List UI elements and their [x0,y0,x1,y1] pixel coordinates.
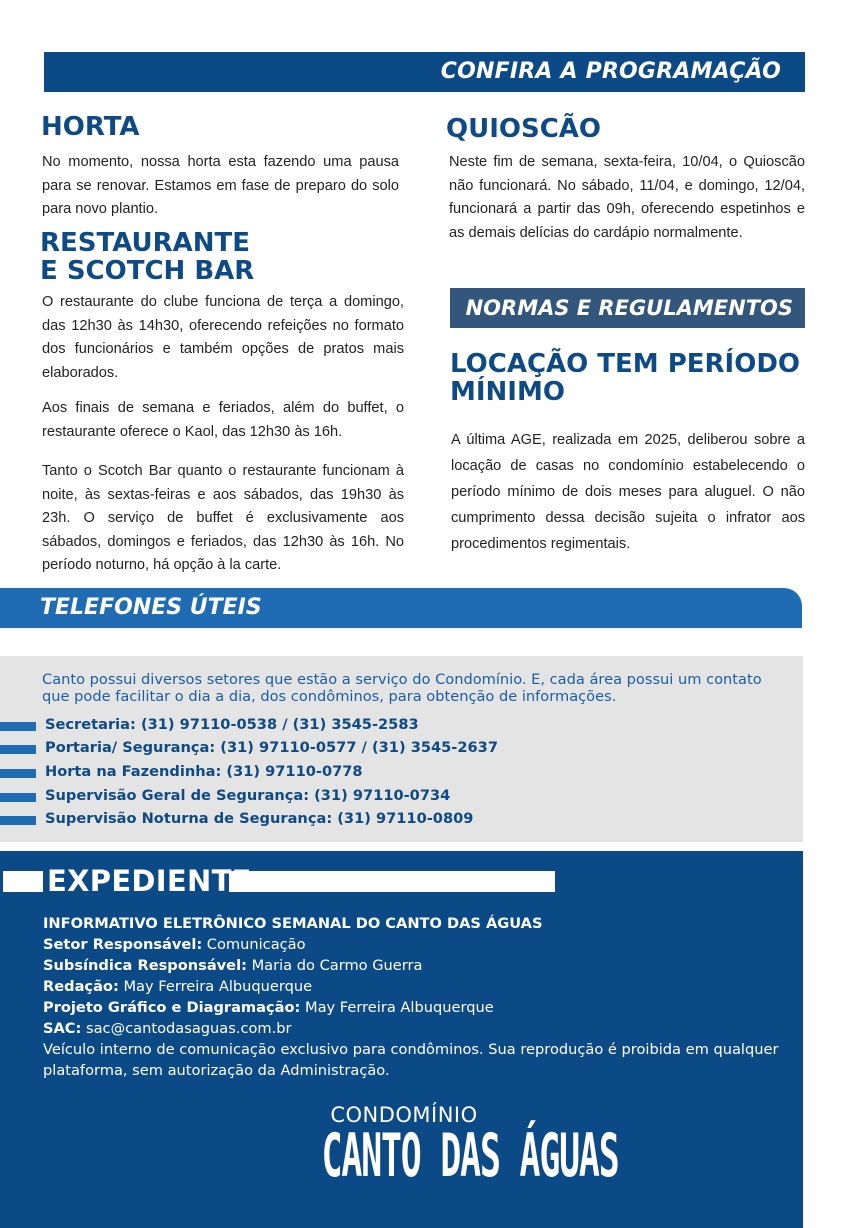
expediente-sac: SAC: sac@cantodasaguas.com.br [43,1020,292,1037]
telefones-banner-title: TELEFONES ÚTEIS [40,595,262,620]
expediente-title: EXPEDIENTE [47,864,252,898]
horta-text: No momento, nossa horta esta fazendo uma pausa para se renovar. Estamos em fase de preparo do solo para novo plantio. [42,154,399,217]
phone-item-secretaria [0,716,803,736]
restaurante-title-line1: RESTAURANTE [40,228,251,258]
expediente-bar-right [229,871,555,892]
phone-item-horta [0,763,803,783]
restaurante-title-line2: E SCOTCH BAR [40,256,255,286]
phone-bullet [0,793,36,802]
horta-title: HORTA [41,112,140,142]
phone-text: Secretaria: (31) 97110-0538 / (31) 3545-2583 [45,716,419,733]
phone-text: Horta na Fazendinha: (31) 97110-0778 [45,763,363,780]
logo-canto-das-aguas: CANTO DAS ÁGUAS [321,1121,619,1191]
expediente-bar-left [3,871,43,892]
restaurante-text-1: O restaurante do clube funciona de terça a domingo, das 12h30 às 14h30, oferecendo refeições no formato dos funcionários e também opções de pratos mais elaborados. [42,294,404,381]
phone-text: Portaria/ Segurança: (31) 97110-0577 / (31) 3545-2637 [45,739,498,756]
locacao-title-line1: LOCAÇÃO TEM PERÍODO [450,349,801,379]
expediente-redacao: Redação: May Ferreira Albuquerque [43,978,313,995]
programacao-banner-title: CONFIRA A PROGRAMAÇÃO [440,59,781,84]
phone-text: Supervisão Geral de Segurança: (31) 97110-0734 [45,787,451,804]
phone-item-supervisao-noturna [0,810,803,830]
restaurante-text-2: Aos finais de semana e feriados, além do buffet, o restaurante oferece o Kaol, das 12h30 às 16h. [42,400,404,440]
telefones-intro: Canto possui diversos setores que estão a serviço do Condomínio. E, cada área possui um contato que pode facilitar o dia a dia, dos condôminos, para obtenção de informações. [42,671,762,705]
expediente-projeto: Projeto Gráfico e Diagramação: May Ferreira Albuquerque [43,999,494,1016]
expediente-setor: Setor Responsável: Comunicação [43,936,306,953]
sac-email: sac@cantodasaguas.com.br [86,1020,292,1037]
phone-text: Supervisão Noturna de Segurança: (31) 97110-0809 [45,810,474,827]
normas-banner-title: NORMAS E REGULAMENTOS [465,296,793,320]
restaurante-text-3: Tanto o Scotch Bar quanto o restaurante funcionam à noite, às sextas-feiras e aos sábados, das 19h30 às 23h. O serviço de buffet é exclusivamente aos sábados, domingos e feriados, das 12h30 às 16h. No período noturno, há opção à la carte. [42,463,404,573]
restaurante-title [40,229,254,285]
normas-banner [450,288,805,328]
expediente-note: Veículo interno de comunicação exclusivo para condôminos. Sua reprodução é proibida em qualquer plataforma, sem autorização da Administração. [43,1041,779,1079]
phone-item-supervisao-geral [0,787,803,807]
programacao-banner [44,52,805,92]
locacao-text: A última AGE, realizada em 2025, deliberou sobre a locação de casas no condomínio estabelecendo o período mínimo de dois meses para aluguel. O não cumprimento dessa decisão sujeita o infrator aos procedimentos regimentais. [451,432,805,552]
phone-item-portaria [0,739,803,759]
phone-bullet [0,769,36,778]
phone-bullet [0,816,36,825]
expediente-heading: INFORMATIVO ELETRÔNICO SEMANAL DO CANTO DAS ÁGUAS [43,915,543,932]
logo-condominio: CONDOMÍNIO [330,1103,478,1127]
quioscao-title: QUIOSCÃO [446,114,602,144]
quioscao-text: Neste fim de semana, sexta-feira, 10/04, o Quioscão não funcionará. No sábado, 11/04, e domingo, 12/04, funcionará a partir das 09h, oferecendo espetinhos e as demais delícias do cardápio normalmente. [449,154,805,241]
telefones-banner [0,588,802,628]
expediente-subsindica: Subsíndica Responsável: Maria do Carmo Guerra [43,957,423,974]
phone-bullet [0,722,36,731]
locacao-title [450,350,800,406]
phone-bullet [0,745,36,754]
expediente-details [43,913,788,1081]
locacao-title-line2: MÍNIMO [450,377,565,407]
